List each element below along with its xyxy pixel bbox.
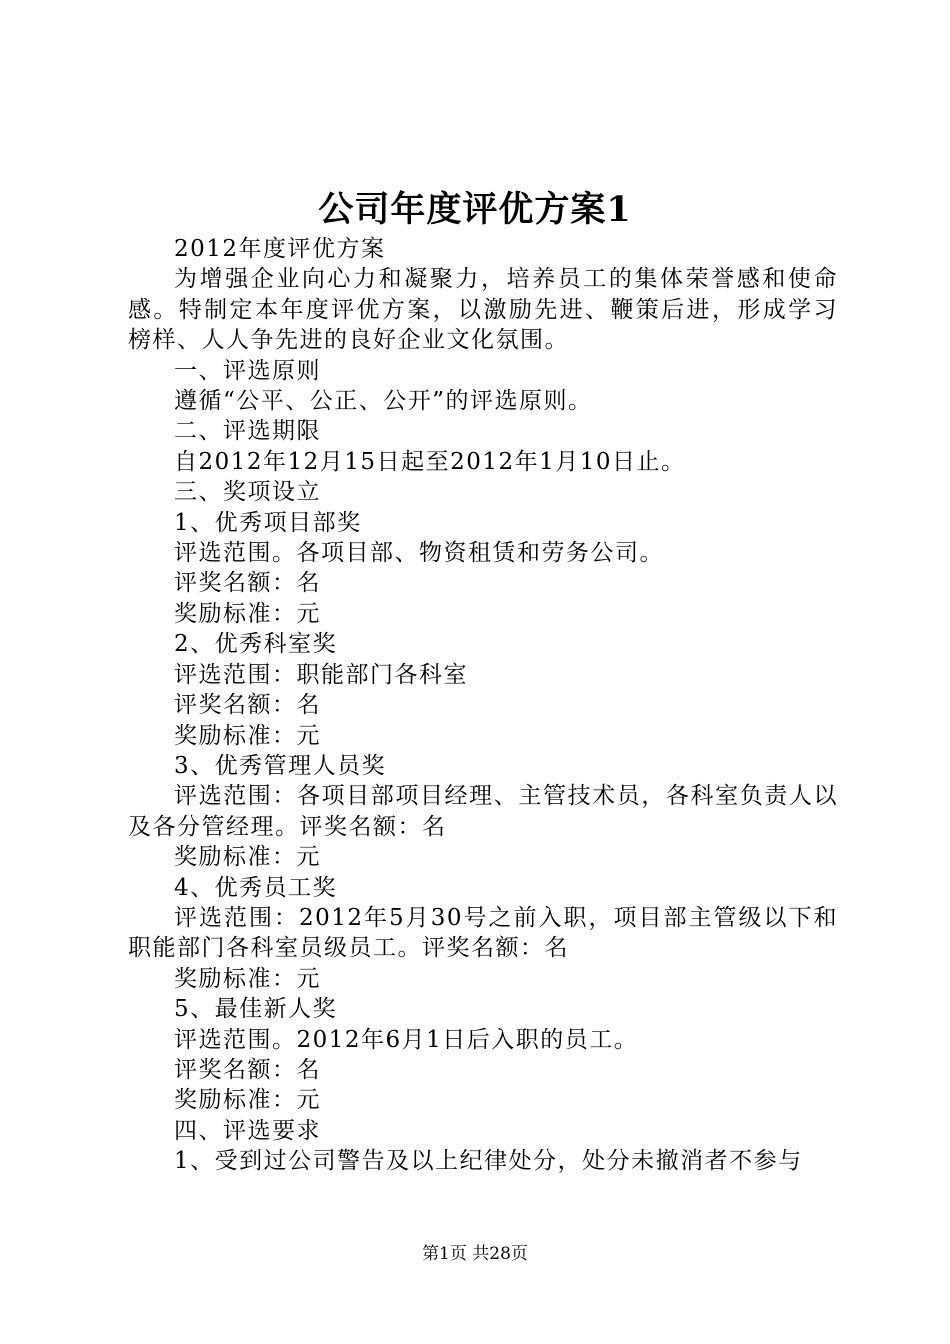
paragraph: 2012年度评优方案 (174, 236, 386, 262)
paragraph: 评选范围：2012年5月30号之前入职，项目部主管级以下和职能部门各科室员级员工。评奖名额：名 (128, 904, 838, 962)
section-heading: 二、评选期限 (174, 418, 321, 445)
paragraph: 评奖名额：名 (174, 1056, 321, 1083)
page-footer: 第1页 共28页 (422, 1244, 528, 1264)
paragraph: 1、受到过公司警告及以上纪律处分，处分未撤消者不参与 (174, 1148, 803, 1175)
paragraph: 奖励标准：元 (174, 965, 321, 992)
paragraph: 评选范围。2012年6月1日后入职的员工。 (174, 1026, 639, 1053)
document-body (128, 234, 838, 1177)
document-title: 公司年度评优方案1 (318, 189, 632, 230)
section-heading: 一、评选原则 (174, 357, 321, 384)
paragraph: 奖励标准：元 (174, 1087, 321, 1114)
award-heading: 3、优秀管理人员奖 (174, 752, 387, 779)
section-heading: 四、评选要求 (174, 1117, 321, 1144)
paragraph: 评选范围：职能部门各科室 (174, 661, 468, 688)
paragraph: 评选范围：各项目部项目经理、主管技术员，各科室负责人以及各分管经理。评奖名额：名 (128, 783, 838, 840)
paragraph: 奖励标准：元 (174, 722, 321, 749)
award-heading: 2、优秀科室奖 (174, 631, 338, 658)
paragraph: 奖励标准：元 (174, 844, 321, 871)
paragraph: 评奖名额：名 (174, 570, 321, 597)
section-heading: 三、奖项设立 (174, 479, 321, 506)
paragraph: 遵循“公平、公正、公开”的评选原则。 (174, 388, 593, 415)
paragraph: 奖励标准：元 (174, 600, 321, 627)
paragraph: 为增强企业向心力和凝聚力，培养员工的集体荣誉感和使命感。特制定本年度评优方案，以激励先进、鞭策后进，形成学习榜样、人人争先进的良好企业文化氛围。 (128, 266, 838, 354)
paragraph: 自2012年12月15日起至2012年1月10日止。 (174, 448, 686, 475)
award-heading: 1、优秀项目部奖 (174, 509, 362, 536)
paragraph: 评选范围。各项目部、物资租赁和劳务公司。 (174, 540, 664, 567)
award-heading: 5、最佳新人奖 (174, 996, 338, 1023)
award-heading: 4、优秀员工奖 (174, 874, 338, 901)
paragraph: 评奖名额：名 (174, 692, 321, 719)
